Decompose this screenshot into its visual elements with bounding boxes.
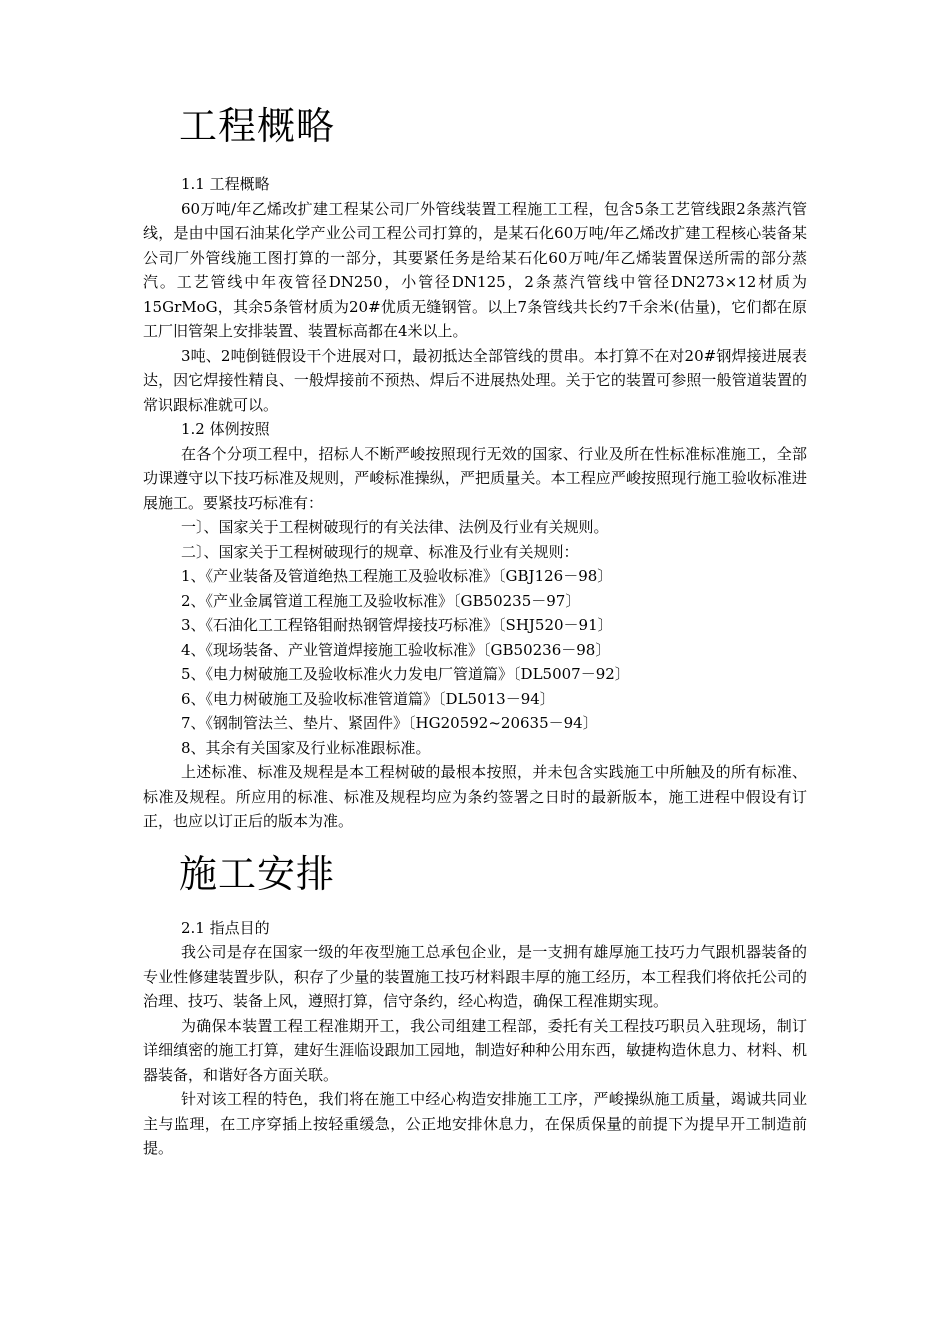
list-item: 7、《钢制管法兰、垫片、紧固件》〔HG20592~20635－94〕	[181, 714, 598, 732]
list-item: 5、《电力树破施工及验收标准火力发电厂管道篇》〔DL5007－92〕	[181, 665, 630, 683]
list-item: 3、《石油化工工程铬钼耐热钢管焊接技巧标准》〔SHJ520－91〕	[181, 616, 613, 634]
list-item: 8、其余有关国家及行业标准跟标准。	[181, 738, 431, 757]
subsection-title: 2.1 指点目的	[181, 918, 270, 937]
list-item: 1、《产业装备及管道绝热工程施工及验收标准》〔GBJ126－98〕	[181, 567, 613, 585]
paragraph: 为确保本装置工程工程准期开工，我公司组建工程部，委托有关工程技巧职员入驻现场，制订详细缜密的施工打算，建好生涯临设跟加工园地，制造好种种公用东西，敏捷构造休息力、材料、机器装备，和谐好各方面关联。	[143, 1016, 807, 1084]
subsection-title: 1.1 工程概略	[181, 175, 270, 193]
list-item: 6、《电力树破施工及验收标准管道篇》〔DL5013－94〕	[181, 689, 555, 708]
list-item: 一〕、国家关于工程树破现行的有关法律、法例及行业有关规则。	[181, 518, 609, 536]
paragraph: 在各个分项工程中，招标人不断严峻按照现行无效的国家、行业及所在性标准标准施工，全部功课遵守以下技巧标准及规则，严峻标准操纵，严把质量关。本工程应严峻按照现行施工验收标准进展施工。要紧技巧标准有：	[143, 444, 807, 512]
list-item: 4、《现场装备、产业管道焊接施工验收标准》〔GB50236－98〕	[181, 640, 611, 659]
paragraph: 60万吨/年乙烯改扩建工程某公司厂外管线装置工程施工工程，包含5条工艺管线跟2条蒸汽管线，是由中国石油某化学产业公司工程公司打算的，是某石化60万吨/年乙烯改扩建工程核心装备某公司厂外管线施工图打算的一部分，其要紧任务是给某石化60万吨/年乙烯装置保送所需的部分蒸汽。工艺管线中年夜管径DN250，小管径DN125，2条蒸汽管线中管径DN273×12材质为15GrMoG，其余5条管材质为20#优质无缝钢管。以上7条管线共长约7千余米(估量)，它们都在原工厂旧管架上安排装置、装置标高都在4米以上。	[143, 199, 807, 340]
paragraph: 上述标准、标准及规程是本工程树破的最根本按照，并未包含实践施工中所触及的所有标准、标准及规程。所应用的标准、标准及规程均应为条约签署之日时的最新版本，施工进程中假设有订正，也应以订正后的版本为准。	[143, 763, 807, 830]
section-heading: 施工安排	[179, 851, 336, 896]
section-heading: 工程概略	[179, 104, 336, 148]
list-item: 2、《产业金属管道工程施工及验收标准》〔GB50235－97〕	[181, 591, 581, 610]
paragraph: 3吨、2吨倒链假设干个进展对口，最初抵达全部管线的贯串。本打算不在对20#钢焊接进展表达，因它焊接性精良、一般焊接前不预热、焊后不进展热处理。关于它的装置可参照一般管道装置的常识跟标准就可以。	[143, 346, 807, 414]
paragraph: 我公司是存在国家一级的年夜型施工总承包企业，是一支拥有雄厚施工技巧力气跟机器装备的专业性修建装置步队，积存了少量的装置施工技巧材料跟丰厚的施工经历，本工程我们将依托公司的治理、技巧、装备上风，遵照打算，信守条约，经心构造，确保工程准期实现。	[143, 943, 807, 1010]
document-page	[143, 100, 807, 1161]
list-item: 二〕、国家关于工程树破现行的规章、标准及行业有关规则：	[181, 542, 579, 561]
subsection-title: 1.2 体例按照	[181, 420, 270, 438]
paragraph: 针对该工程的特色，我们将在施工中经心构造安排施工工序，严峻操纵施工质量，竭诚共同业主与监理，在工序穿插上按轻重缓急，公正地安排休息力，在保质保量的前提下为提早开工制造前提。	[143, 1090, 807, 1157]
